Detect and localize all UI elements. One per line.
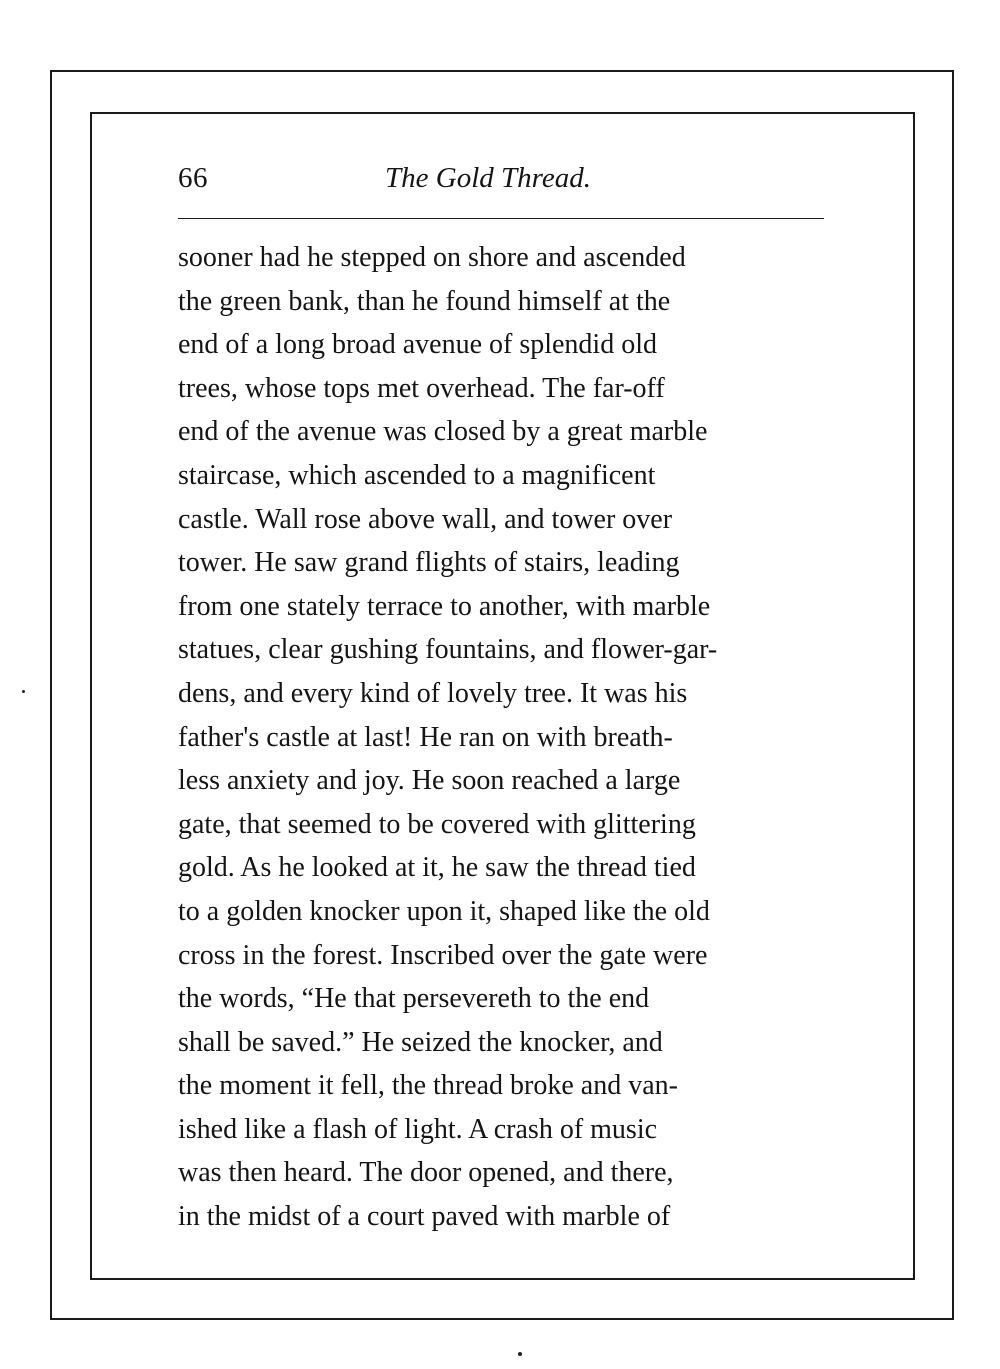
text-line: tower. He saw grand flights of stairs, leading	[178, 547, 680, 579]
text-line: statues, clear gushing fountains, and flower-gar-	[178, 634, 718, 666]
body-text	[178, 236, 826, 1239]
text-line: staircase, which ascended to a magnificent	[178, 459, 656, 491]
running-title: The Gold Thread.	[385, 162, 591, 194]
text-line: in the midst of a court paved with marble of	[178, 1201, 671, 1233]
scan-speck	[518, 1352, 522, 1356]
header-rule	[178, 218, 824, 219]
text-line: from one stately terrace to another, with marble	[178, 590, 711, 622]
text-line: end of the avenue was closed by a great marble	[178, 416, 708, 448]
text-line: cross in the forest. Inscribed over the gate were	[178, 939, 708, 971]
text-line: end of a long broad avenue of splendid old	[178, 329, 657, 361]
text-line: shall be saved.” He seized the knocker, and	[178, 1026, 663, 1058]
text-line: less anxiety and joy. He soon reached a large	[178, 765, 681, 797]
text-line: castle. Wall rose above wall, and tower over	[178, 503, 673, 535]
text-line: gate, that seemed to be covered with glittering	[178, 808, 696, 840]
text-line: gold. As he looked at it, he saw the thread tied	[178, 852, 696, 884]
text-line: father's castle at last! He ran on with breath-	[178, 721, 673, 753]
text-line: trees, whose tops met overhead. The far-off	[178, 372, 665, 404]
text-line: the moment it fell, the thread broke and van-	[178, 1070, 678, 1102]
text-line: dens, and every kind of lovely tree. It was his	[178, 677, 688, 709]
page-number: 66	[178, 162, 208, 194]
text-line: to a golden knocker upon it, shaped like the old	[178, 895, 710, 927]
text-line: the words, “He that persevereth to the end	[178, 983, 650, 1015]
scan-speck	[22, 690, 25, 693]
text-line: was then heard. The door opened, and there,	[178, 1157, 674, 1189]
text-line: ished like a flash of light. A crash of music	[178, 1113, 658, 1145]
text-line: sooner had he stepped on shore and ascended	[178, 242, 686, 273]
text-line: the green bank, than he found himself at the	[178, 285, 671, 317]
